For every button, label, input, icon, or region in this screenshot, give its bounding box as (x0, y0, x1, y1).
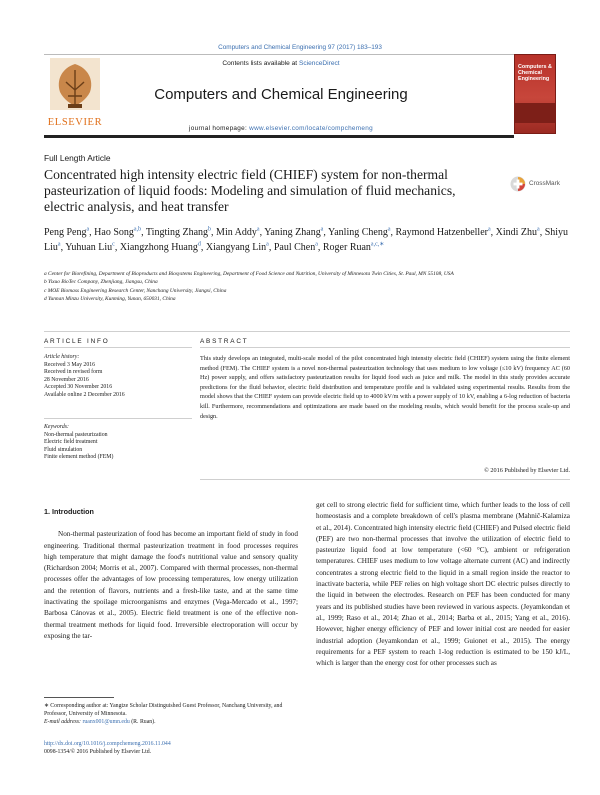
author-separator: , (490, 227, 496, 238)
affiliation-marker[interactable]: b (208, 226, 212, 233)
history-item: Received 3 May 2016 (44, 361, 96, 368)
article-history (44, 354, 194, 400)
affiliation-item: c MOE Biomass Engineering Research Center, Nanchang University, Jiangxi, China (44, 287, 227, 294)
author-name[interactable] (328, 227, 391, 238)
author-name-text: Yanling Cheng (328, 227, 388, 238)
affiliation-item: a Center for Biorefining, Department of Bioproducts and Biosystems Engineering, Department of Food Science and Nutrition, University of Minnesota Twin Cities, St. Paul, MN 55108, USA (44, 271, 454, 277)
keyword-item: Fluid simulation (44, 446, 83, 453)
affiliation-marker[interactable]: a (315, 241, 318, 248)
author-name[interactable] (216, 227, 260, 238)
history-item: Received in revised form (44, 369, 103, 376)
author-name[interactable] (323, 242, 384, 253)
author-name-text: Roger Ruan (322, 241, 371, 253)
article-type: Full Length Article (44, 153, 111, 163)
history-item: Available online 2 December 2016 (44, 391, 125, 398)
author-separator: , (390, 227, 396, 238)
crossmark-badge[interactable] (510, 173, 570, 195)
author-separator: , (268, 241, 274, 253)
author-name-text: Yuhuan Liu (65, 241, 113, 253)
author-separator: , (539, 227, 545, 238)
history-rule (44, 418, 192, 419)
issn-line: 0098-1354/© 2016 Published by Elsevier Ltd. (44, 749, 152, 755)
body-right-column: get cell to strong electric field for sufficient time, which further leads to the loss of cell homeostasis and a complete breakdown of cell's plasma membrane (Mahnič-Kalamiza et al., 2014). Concentrated high intensity electric field (CHIEF) and Pulsed electric field (PEF) are two non-thermal processes that involve the utilization of electric field to pasteurize liquid food at low temperature (<60 °C), ambient or refrigeration temperatures. CHIEF uses medium to low voltage alternate current (AC) and indirectly concentrates a strong electric field to the liquid in a small region inside the reactor to inactivate bacteria, while PEF relies on high voltage short DC electric pulses directly to the liquid in between the electrodes. Research on PEF has been conducted for many years and its published studies have been reviewed in various aspects. (Jeyamkondan et al., 1999; Raso et al., 2014; Zhao et al., 2014; Barba et al., 2015; Yang et al., 2016). However, higher energy efficiency of PEF and lower initial cost are needed for easier industrial adoption (Jeyamkondan et al., 1999; Guionet et al., 2015). The energy requirements for a PEF system to reach 1-log reduction is estimated to be 150 kJ/L, which is larger than the energy cost for other processes such as (316, 501, 570, 668)
crossmark-label: CrossMark (529, 180, 560, 187)
homepage-prefix: journal homepage: (189, 125, 250, 132)
journal-homepage-line (96, 125, 466, 132)
email-link[interactable]: ruanx001@umn.edu (82, 719, 130, 725)
affiliation-item: d Yunnan Minzu University, Kunming, Yunan, 650031, China (44, 296, 176, 303)
contents-prefix: Contents lists available at (222, 60, 299, 67)
author-name[interactable] (274, 242, 318, 253)
author-name[interactable] (94, 227, 141, 238)
keywords-title: Keywords: (44, 424, 69, 430)
affiliation-marker[interactable]: a (320, 226, 324, 233)
journal-reference[interactable]: Computers and Chemical Engineering 97 (2017) 183–193 (218, 44, 382, 51)
abstract-bottom-rule (200, 479, 570, 480)
article-title: Concentrated high intensity electric field (CHIEF) system for non-thermal pasteurization of liquid foods: Modeling and simulation of fluid mechanics, electric analysis, and heat transfer (44, 167, 456, 215)
crossmark-icon (510, 176, 526, 192)
author-name-text: Peng Peng (44, 227, 87, 238)
cover-stripe (515, 103, 555, 123)
affiliation-marker[interactable]: d (197, 241, 201, 248)
body-left-column (44, 506, 298, 642)
author-name-text: Hao Song (94, 227, 134, 238)
footnote-rule (44, 697, 114, 698)
author-name-text: Min Addy (216, 227, 257, 238)
doi-block (44, 740, 298, 756)
affiliation-marker[interactable]: a,b (133, 226, 142, 233)
history-item: Accepted 30 November 2016 (44, 384, 113, 391)
author-separator: , (211, 227, 217, 238)
affiliation-marker[interactable]: a (487, 226, 491, 233)
author-name-text: Xindi Zhu (495, 227, 538, 238)
affiliation-item: b Yixuo BioTec Company, Zhenjiang, Jiangsu, China (44, 279, 158, 286)
author-name[interactable] (396, 227, 491, 238)
introduction-paragraph: Non-thermal pasteurization of food has become an important field of study in food engineering. Traditional thermal pasteurization treatment in food processes requires high temperature that might damage the food's nutritional value and sensory quality (Richardson 2004; Morris et al., 2007). Compared with thermal processes, non-thermal processes offer the advantages of low processing temperatures, low energy utilization and the retention of flavors, nutrients and a fresh-like taste, and at the same time inactivating the spoilage microorganisms and enzymes (Vega-Mercado et al., 1997; Barbosa Cánovas et al., 2005). Electric field treatment is one of the effective non-thermal treatment methods for liquid food. Irreversible electroporation will occur by exposing the tar- (44, 530, 298, 640)
article-info-rule (44, 347, 192, 348)
email-prefix: E-mail address: (44, 719, 83, 725)
abstract-heading: ABSTRACT (200, 338, 249, 345)
author-name-text: Xiangyang Lin (205, 241, 267, 253)
email-line (44, 718, 298, 726)
affiliation-marker[interactable]: a (256, 226, 260, 233)
abstract-rule (200, 347, 570, 348)
footnotes (44, 702, 298, 726)
affiliation-marker[interactable]: a,c,∗ (370, 241, 385, 248)
author-separator: , (323, 227, 328, 238)
author-name-text: Paul Chen (273, 241, 316, 253)
publisher-wordmark: ELSEVIER (47, 117, 103, 128)
keyword-item: Non-thermal pasteurization (44, 431, 108, 438)
affiliation-marker[interactable]: a (57, 241, 61, 248)
abstract-copyright: © 2016 Published by Elsevier Ltd. (484, 467, 570, 474)
history-item: 28 November 2016 (44, 376, 89, 383)
author-list (44, 226, 570, 255)
author-name[interactable] (44, 227, 89, 238)
section-heading-introduction: 1. Introduction (44, 507, 94, 516)
author-separator: , (60, 241, 66, 253)
contents-available-line (96, 60, 466, 67)
journal-title: Computers and Chemical Engineering (154, 86, 408, 103)
author-separator: , (114, 241, 120, 253)
affiliations (44, 270, 570, 304)
author-separator: , (89, 227, 95, 238)
doi-link[interactable]: http://dx.doi.org/10.1016/j.compchemeng.2016.11.044 (44, 741, 171, 747)
history-title: Article history: (44, 354, 80, 360)
keyword-item: Finite element method (FEM) (44, 454, 114, 461)
author-name-text: Raymond Hatzenbeller (395, 227, 488, 238)
affiliation-marker[interactable]: a (387, 226, 391, 233)
author-name-text: Xiangzhong Huang (119, 241, 198, 253)
author-name-text: Tingting Zhang (145, 227, 209, 238)
affiliation-marker[interactable]: a (537, 226, 540, 233)
author-separator: , (259, 227, 265, 238)
author-name[interactable] (264, 227, 323, 238)
author-separator: , (317, 241, 323, 253)
author-separator: , (141, 227, 146, 238)
affiliation-marker[interactable]: c (112, 241, 115, 248)
abstract-text: This study develops an integrated, multi-scale model of the pilot concentrated high intensity electric field (CHIEF) system using the finite element method (FEM). The CHIEF system is a novel non-thermal pasteurization technology that uses medium to low voltage (≤10 kV) frequency AC (60 Hz) power supply, and offers satisfactory pasteurization results for liquid food such as juice and milk. The model in this study provides accurate predictions for the fluid behavior, electric field distribution and temperature profile and is validated using experimental results. Results from the model shows that the CHIEF system can provide electric field up to 4000 kV/m with a power supply of 10 kV, enabling a 6-log reduction of bacteria kill. Furthermore, recommendations and optimizations are made based on the modeling results, which would benefit for the process scale-up and design. (200, 355, 570, 420)
email-suffix: (R. Ruan). (129, 719, 156, 725)
section-divider (44, 331, 570, 332)
cover-title: Computers & Chemical Engineering (518, 64, 552, 83)
affiliation-marker[interactable]: a (266, 241, 269, 248)
author-name[interactable] (146, 227, 211, 238)
author-name[interactable] (65, 242, 115, 253)
sciencedirect-link[interactable]: ScienceDirect (298, 60, 340, 67)
article-info-heading: ARTICLE INFO (44, 338, 110, 345)
author-name[interactable] (206, 242, 269, 253)
author-name-text: Shiyu Liu (44, 227, 569, 253)
corresponding-author-note: ∗ Corresponding author at: Yangtze Scholar Distinguished Guest Professor, Nanchang University, and Professor, University of Minnesota. (44, 703, 283, 717)
author-separator: , (200, 241, 206, 253)
keyword-item: Electric field treatment (44, 439, 98, 446)
homepage-link[interactable]: www.elsevier.com/locate/compchemeng (249, 125, 373, 132)
keywords (44, 424, 194, 462)
journal-cover-thumbnail (514, 54, 556, 134)
affiliation-marker[interactable]: a (86, 226, 90, 233)
author-name[interactable] (120, 242, 201, 253)
author-name-text: Yaning Zhang (264, 227, 321, 238)
author-name[interactable] (496, 227, 540, 238)
